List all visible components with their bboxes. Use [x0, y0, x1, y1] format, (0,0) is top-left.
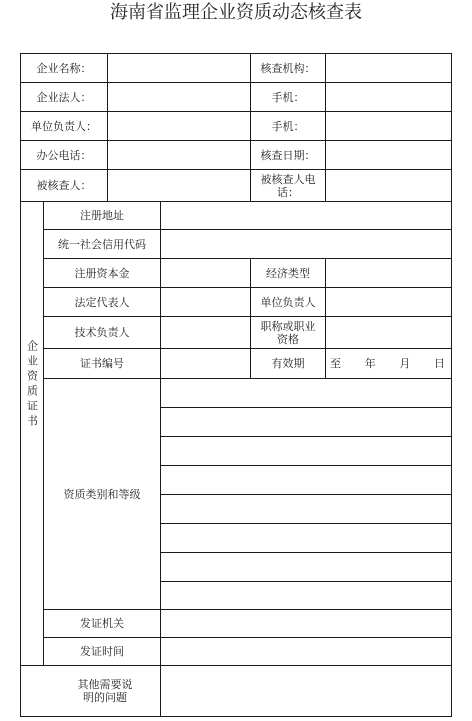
checked-person-label: 被核查人： [36, 179, 92, 192]
credit-code-label: 统一社会信用代码 [58, 237, 146, 251]
qualification-grade-field[interactable] [161, 495, 451, 523]
table-border-bottom [20, 716, 452, 717]
credit-code-field[interactable] [161, 230, 451, 258]
legal-rep-label: 法定代表人 [74, 295, 130, 309]
legal-person-label: 企业法人： [36, 90, 92, 104]
qualification-grade-label: 资质类别和等级 [63, 487, 141, 501]
registered-capital-label: 注册资本金 [74, 266, 130, 280]
qualification-grade-field[interactable] [161, 582, 451, 609]
mobile-label: 手机： [271, 119, 305, 133]
company-name-field[interactable] [108, 54, 250, 82]
office-phone-label: 办公电话： [36, 148, 92, 162]
mobile-label: 手机： [271, 90, 305, 104]
unit-lead-mobile-field[interactable] [326, 112, 451, 140]
other-issues-label: 其他需要说明的问题 [77, 678, 133, 704]
qualification-grade-field[interactable] [161, 553, 451, 581]
qualification-grade-field[interactable] [161, 466, 451, 494]
check-date-label: 核查日期： [260, 148, 316, 162]
valid-year-label: 年 [364, 357, 376, 370]
registered-address-field[interactable] [161, 202, 451, 229]
title-qualification-field[interactable] [326, 317, 451, 348]
issuer-field[interactable] [161, 610, 451, 637]
unit-lead-field[interactable] [108, 112, 250, 140]
legal-person-field[interactable] [108, 83, 250, 111]
cert-unit-lead-label: 单位负责人 [260, 295, 316, 309]
qualification-grade-field[interactable] [161, 524, 451, 552]
checked-person-field[interactable] [108, 170, 250, 201]
legal-rep-field[interactable] [161, 288, 250, 316]
tech-lead-label: 技术负责人 [74, 326, 130, 339]
unit-lead-label: 单位负责人： [31, 119, 97, 133]
office-phone-field[interactable] [108, 141, 250, 169]
qualification-grade-field[interactable] [161, 408, 451, 436]
company-name-label: 企业名称： [36, 61, 92, 75]
issue-time-field[interactable] [161, 638, 451, 665]
economic-type-field[interactable] [326, 259, 451, 287]
registered-capital-field[interactable] [161, 259, 250, 287]
valid-month-label: 月 [399, 357, 411, 370]
checking-org-field[interactable] [326, 54, 451, 82]
checking-org-label: 核查机构： [260, 61, 316, 75]
valid-period-label: 有效期 [271, 357, 305, 370]
check-date-field[interactable] [326, 141, 451, 169]
checked-person-phone-field[interactable] [326, 170, 451, 201]
tech-lead-field[interactable] [161, 317, 250, 348]
table-border-right [451, 53, 452, 717]
legal-person-mobile-field[interactable] [326, 83, 451, 111]
valid-day-label: 日 [433, 357, 445, 370]
title-qualification-label: 职称或职业资格 [260, 319, 316, 346]
form-title: 海南省监理企业资质动态核查表 [110, 2, 362, 23]
issue-time-label: 发证时间 [80, 645, 124, 658]
checked-person-phone-label: 被核查人电话： [260, 172, 316, 199]
issuer-label: 发证机关 [80, 617, 124, 630]
cert-no-label: 证书编号 [80, 357, 124, 370]
valid-period-field[interactable] [326, 349, 451, 378]
cert-unit-lead-field[interactable] [326, 288, 451, 316]
qualification-grade-field[interactable] [161, 379, 451, 407]
valid-to-label: 至 [330, 357, 341, 370]
qualification-grade-field[interactable] [161, 437, 451, 465]
registered-address-label: 注册地址 [80, 209, 124, 222]
cert-section-label: 企业资质证书 [25, 340, 39, 430]
economic-type-label: 经济类型 [266, 266, 310, 280]
cert-no-field[interactable] [161, 349, 250, 378]
other-issues-field[interactable] [161, 666, 451, 716]
